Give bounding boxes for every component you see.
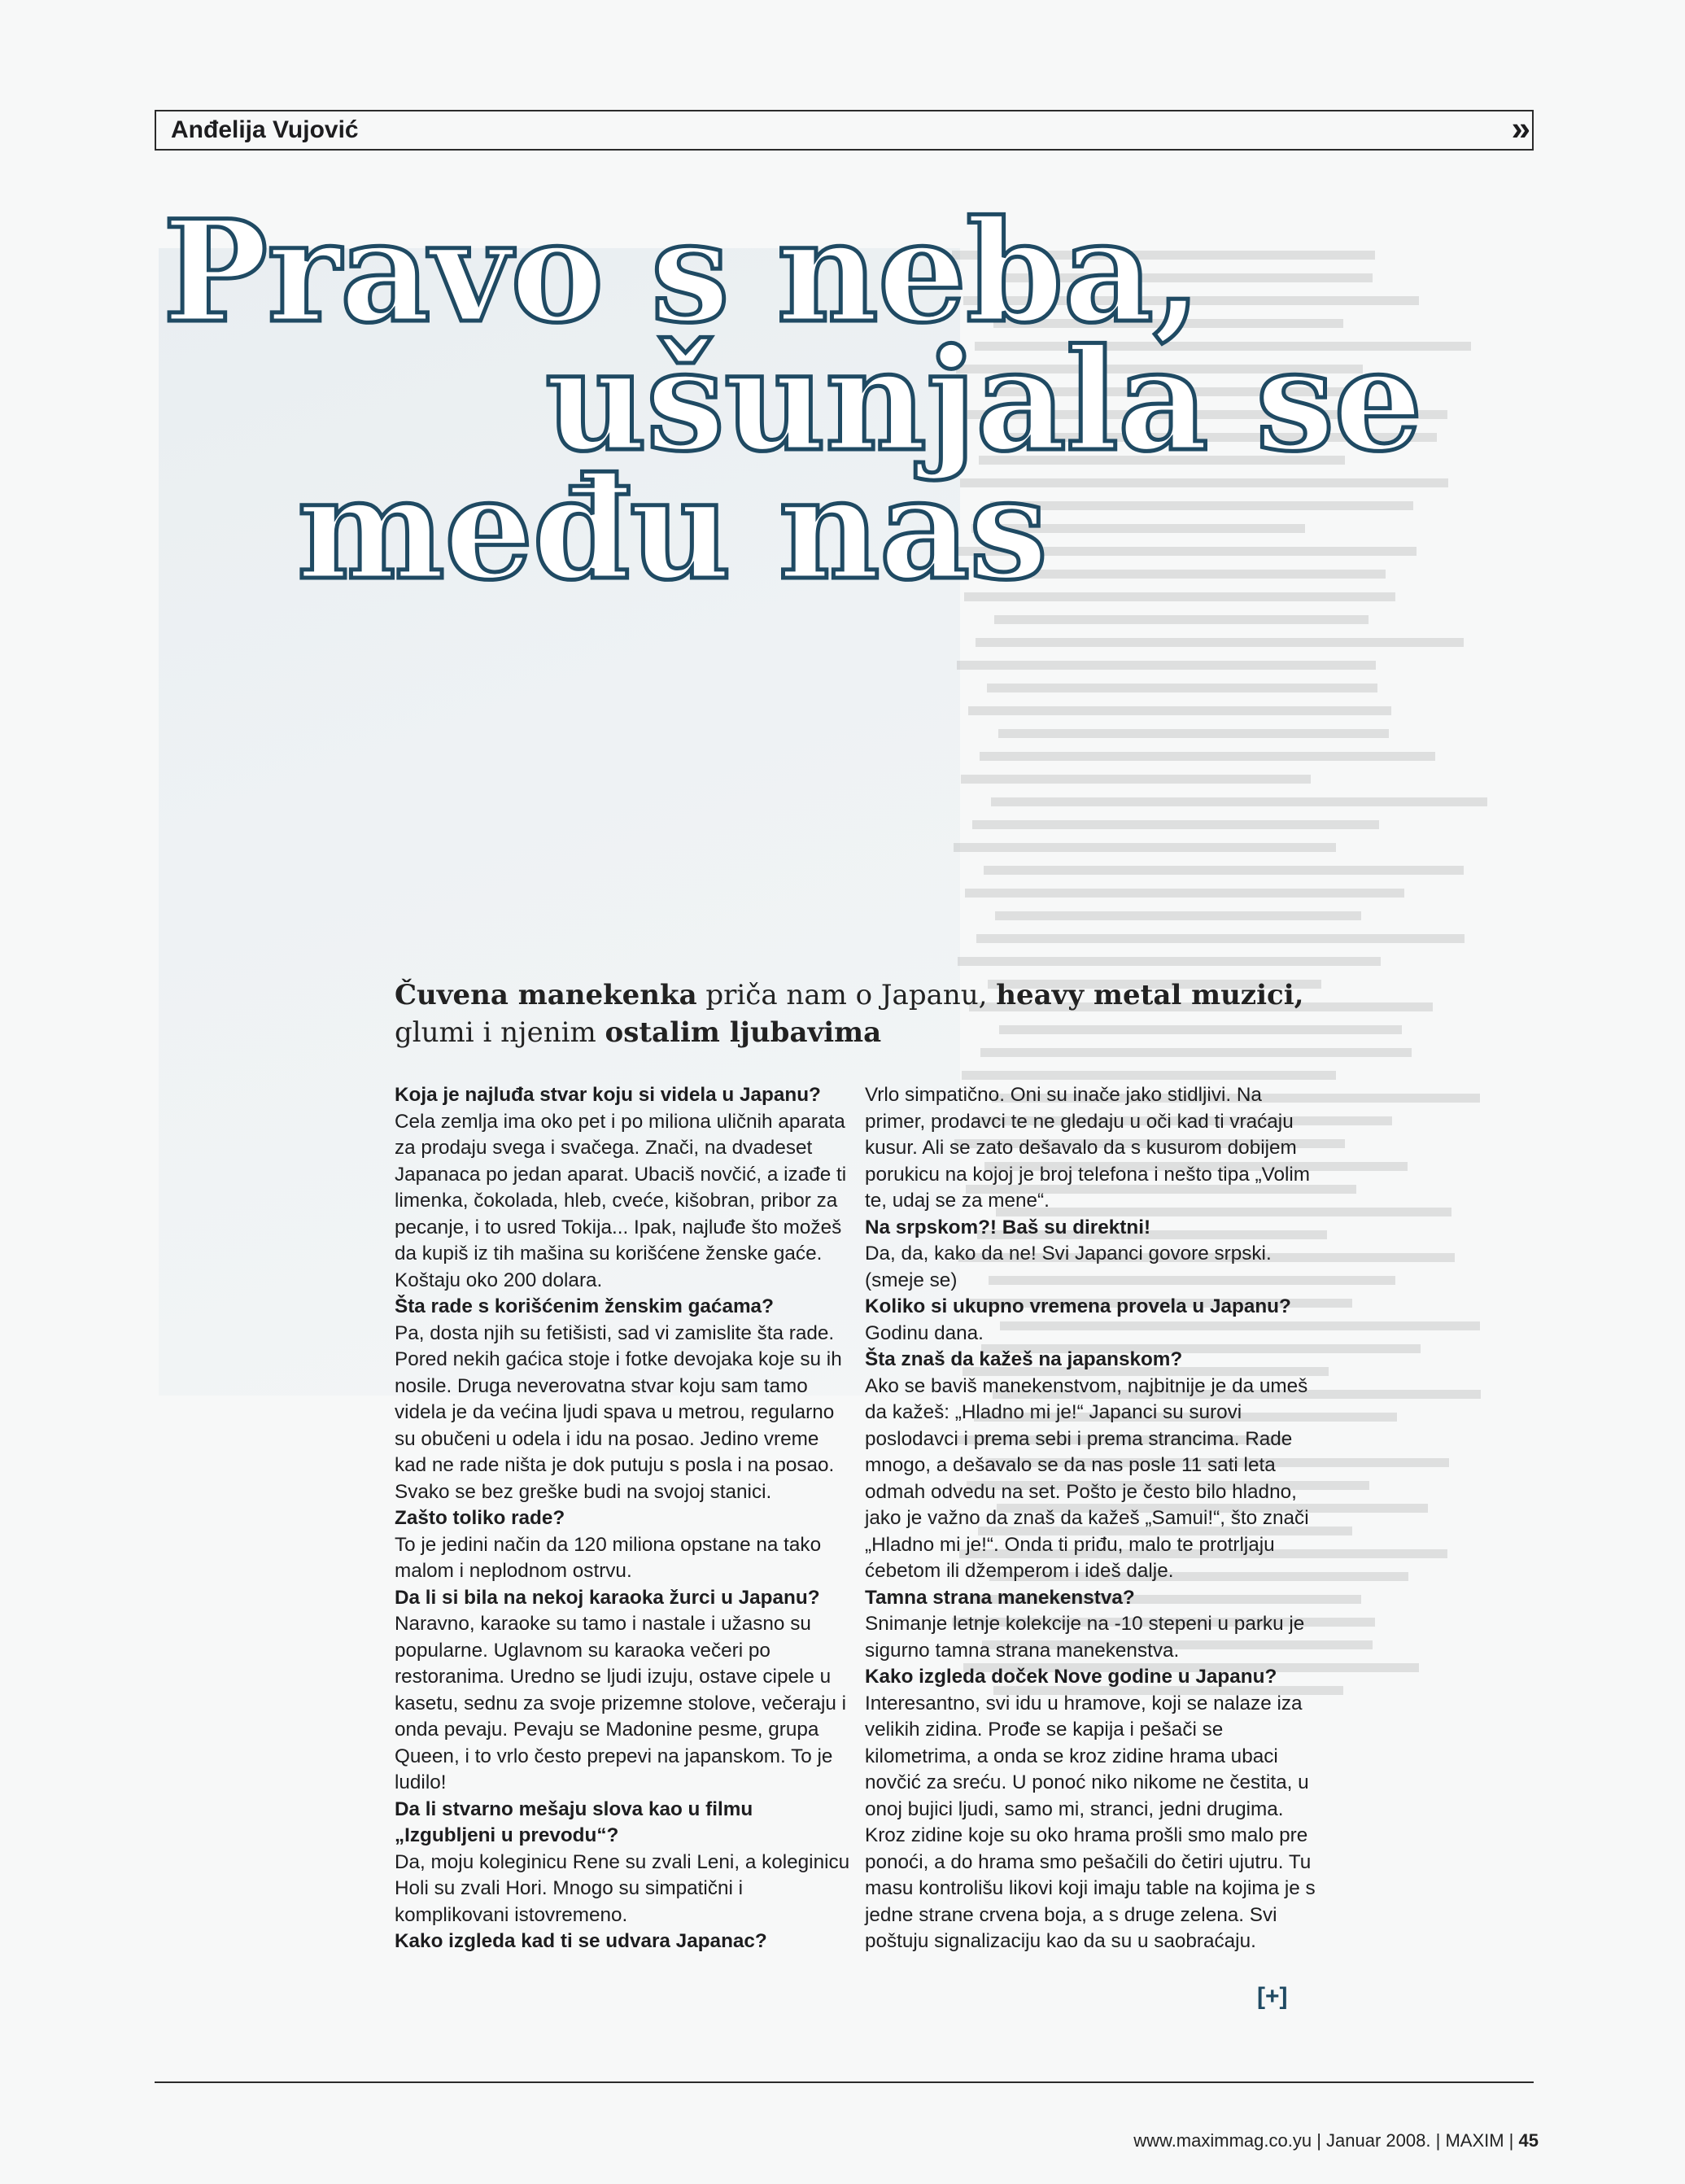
- interview-question: Na srpskom?! Baš su direktni!: [865, 1216, 1151, 1238]
- interview-question: Kako izgleda doček Nove godine u Japanu?: [865, 1666, 1277, 1688]
- show-through-line: [952, 836, 1550, 859]
- interview-answer: Snimanje letnje kolekcije na -10 stepeni u parku je sigurno tamna strana manekenstva.: [865, 1613, 1305, 1662]
- interview-answer: Ako se baviš manekenstvom, najbitnije je da umeš da kažeš: „Hladno mi je!“ Japanci su surovi poslodavci i prema sebi i prema strancima. Rade mnogo, a dešavalo se da nas posle 11 sati leta odmah odvedu na set. Pošto je često bilo hladno, jako je važno da znaš da kažeš „Samui!“, što znači „Hladno mi je!“. Onda ti priđu, malo te protrljaju ćebetom ili džemperom i ideš dalje.: [865, 1374, 1309, 1582]
- end-mark-icon: [+]: [1257, 1983, 1288, 2010]
- footer-sep: |: [1312, 2130, 1327, 2151]
- interview-question: Tamna strana manekenstva?: [865, 1586, 1135, 1609]
- interview-answer: Vrlo simpatično. Oni su inače jako stidljivi. Na primer, prodavci te ne gledaju u oči kad ti vraćaju kusur. Ali se zato dešavalo da s kusurom dobijem porukicu na kojoj je broj telefona i nešto tipa „Volim te, udaj se za mene“.: [865, 1084, 1310, 1212]
- page-footer: [1133, 2129, 1539, 2152]
- footer-magazine: MAXIM: [1445, 2130, 1504, 2151]
- interview-answer: Pa, dosta njih su fetišisti, sad vi zamislite šta rade. Pored nekih gaćica stoje i fotke devojaka koje su ih nosile. Druga neverovatna stvar koju sam tamo videla je da većina ljudi spava u metrou, regularno su obučeni u odela i idu na posao. Jedino vreme kad ne rade ništa je dok putuju s posla i na posao. Svako se bez greške budi na svojoj stanici.: [395, 1321, 842, 1503]
- interview-answer: Interesantno, svi idu u hramove, koji se nalaze iza velikih zidina. Prođe se kapija i pešači se kilometrima, a onda se kroz zidine hrama ubaci novčić za sreću. U ponoć niko nikome ne čestita, u onoj bujici ljudi, samo mi, stranci, jedni drugima. Kroz zidine koje su oko hrama prošli smo malo pre ponoći, a do hrama smo pešačili do četiri ujutru. Tu masu kontrolišu likovi koji imaju table na kojima je s jedne strane crvena boja, a s druge zelena. Svi poštuju signalizaciju kao da su u saobraćaju.: [865, 1692, 1316, 1952]
- interview-question: Koliko si ukupno vremena provela u Japanu?: [865, 1295, 1291, 1317]
- deck-bold-1: Čuvena manekenka: [395, 979, 697, 1011]
- footer-divider: [155, 2081, 1534, 2083]
- interview-answer: Da, da, kako da ne! Svi Japanci govore srpski. (smeje se): [865, 1243, 1272, 1291]
- show-through-line: [952, 882, 1550, 905]
- page-number: 45: [1518, 2130, 1539, 2151]
- show-through-line: [952, 814, 1550, 836]
- interview-answer: Godinu dana.: [865, 1321, 984, 1344]
- show-through-line: [952, 654, 1550, 677]
- show-through-line: [952, 859, 1550, 882]
- deck-text-1: priča nam o Japanu,: [696, 979, 997, 1011]
- show-through-line: [952, 723, 1550, 745]
- footer-url: www.maximmag.co.yu: [1133, 2130, 1312, 2151]
- show-through-line: [952, 791, 1550, 814]
- interview-answer: Cela zemlja ima oko pet i po miliona uličnih aparata za prodaju svega i svačega. Znači, na dvadeset Japanaca po jedan aparat. Ubaciš novčić, a izađe ti limenka, čokolada, hleb, cveće, kišobran, pribor za pecanje, i to usred Tokija... Ipak, najluđe što možeš da kupiš iz tih mašina su korišćene ženske gaće. Koštaju oko 200 dolara.: [395, 1110, 847, 1291]
- show-through-line: [952, 745, 1550, 768]
- show-through-line: [952, 631, 1550, 654]
- author-name: Anđelija Vujović: [171, 116, 359, 143]
- show-through-line: [952, 700, 1550, 723]
- interview-answer: Naravno, karaoke su tamo i nastale i užasno su popularne. Uglavnom su karaoka večeri po restoranima. Uredno se ljudi izuju, ostave cipele u kasetu, sednu za svoje prizemne stolove, večeraju i onda pevaju. Pevaju se Madonine pesme, grupa Queen, i to vrlo često prepevi na japanskom. To je ludilo!: [395, 1613, 847, 1793]
- interview-question: Zašto toliko rade?: [395, 1507, 565, 1529]
- interview-question: Koja je najluđa stvar koju si videla u Japanu?: [395, 1084, 821, 1106]
- deck-intro: [395, 976, 1306, 1051]
- headline-line-1: Pravo s neba,: [163, 189, 1201, 354]
- show-through-line: [952, 768, 1550, 791]
- headline-line-3: među nas: [297, 446, 1047, 611]
- footer-date: Januar 2008.: [1326, 2130, 1431, 2151]
- deck-text-2: glumi i njenim: [395, 1016, 605, 1049]
- footer-sep: |: [1504, 2130, 1519, 2151]
- interview-answer: To je jedini način da 120 miliona opstane na tako malom i neplodnom ostrvu.: [395, 1533, 822, 1582]
- interview-question: Šta znaš da kažeš na japanskom?: [865, 1348, 1183, 1370]
- deck-bold-3: ostalim ljubavima: [605, 1016, 882, 1049]
- interview-question: Kako izgleda kad ti se udvara Japanac?: [395, 1930, 767, 1952]
- interview-question: Šta rade s korišćenim ženskim gaćama?: [395, 1295, 774, 1317]
- interview-question: Da li si bila na nekoj karaoka žurci u Japanu?: [395, 1586, 820, 1609]
- headline-line-2: ušunjala se: [545, 317, 1422, 483]
- interview-column-right: [865, 1082, 1320, 1955]
- interview-column-left: [395, 1082, 850, 1955]
- next-page-icon: »: [1511, 109, 1530, 147]
- deck-bold-2: heavy metal muzici,: [996, 979, 1304, 1011]
- show-through-line: [952, 905, 1550, 928]
- show-through-line: [952, 928, 1550, 950]
- show-through-line: [952, 950, 1550, 973]
- interview-answer: Da, moju koleginicu Rene su zvali Leni, a koleginicu Holi su zvali Hori. Mnogo su simpatični i komplikovani istovremeno.: [395, 1850, 850, 1926]
- interview-question: Da li stvarno mešaju slova kao u filmu „Izgubljeni u prevodu“?: [395, 1797, 753, 1846]
- footer-sep: |: [1430, 2130, 1446, 2151]
- headline: [163, 189, 1546, 611]
- show-through-line: [952, 609, 1550, 631]
- header-box: [155, 110, 1534, 151]
- show-through-line: [952, 677, 1550, 700]
